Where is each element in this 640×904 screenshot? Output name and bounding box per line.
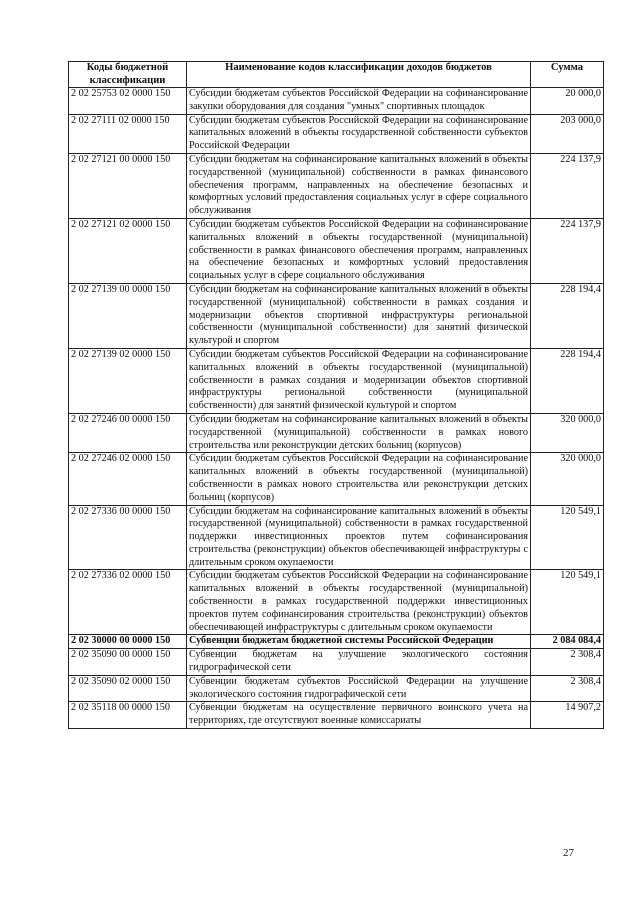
header-amount: Сумма <box>531 62 604 88</box>
row-amount: 203 000,0 <box>531 114 604 153</box>
row-code: 2 02 35090 02 0000 150 <box>69 675 187 702</box>
row-code: 2 02 27246 02 0000 150 <box>69 453 187 505</box>
table-row <box>69 635 604 649</box>
row-name: Субсидии бюджетам на софинансирование капитальных вложений в объекты государственной (муниципальной) собственности в рамках государственной поддержки инвестиционных проектов путем софинансирования строительства (реконструкции) объектов обеспечивающей инфраструктуры с длительным сроком окупаемости <box>187 505 531 570</box>
row-amount: 14 907,2 <box>531 702 604 729</box>
table-row <box>69 283 604 348</box>
table-row <box>69 218 604 283</box>
row-code: 2 02 27139 00 0000 150 <box>69 283 187 348</box>
row-amount: 228 194,4 <box>531 348 604 413</box>
row-amount: 224 137,9 <box>531 153 604 218</box>
row-amount: 224 137,9 <box>531 218 604 283</box>
table-row <box>69 114 604 153</box>
table-row <box>69 702 604 729</box>
table-row <box>69 649 604 676</box>
row-name: Субсидии бюджетам субъектов Российской Федерации на софинансирование капитальных вложений в объекты государственной (муниципальной) собственности в рамках создания и модернизации объектов спортивной инфраструктуры региональной собственности (муниципальной собственности) для занятий физической культурой и спортом <box>187 348 531 413</box>
table-row <box>69 153 604 218</box>
header-code: Коды бюджетной классификации <box>69 62 187 88</box>
table-row <box>69 413 604 452</box>
row-code: 2 02 27121 02 0000 150 <box>69 218 187 283</box>
row-name: Субсидии бюджетам субъектов Российской Федерации на софинансирование закупки оборудования для создания "умных" спортивных площадок <box>187 88 531 115</box>
table-row <box>69 505 604 570</box>
row-code: 2 02 27111 02 0000 150 <box>69 114 187 153</box>
row-name: Субвенции бюджетам бюджетной системы Российской Федерации <box>187 635 531 649</box>
row-code: 2 02 27139 02 0000 150 <box>69 348 187 413</box>
row-amount: 2 308,4 <box>531 675 604 702</box>
budget-revenue-table <box>68 61 604 729</box>
row-code: 2 02 30000 00 0000 150 <box>69 635 187 649</box>
row-name: Субсидии бюджетам на софинансирование капитальных вложений в объекты государственной (муниципальной) собственности в рамках нового строительства или реконструкции детских больниц (корпусов) <box>187 413 531 452</box>
row-amount: 20 000,0 <box>531 88 604 115</box>
table-body <box>69 88 604 729</box>
row-code: 2 02 27336 02 0000 150 <box>69 570 187 635</box>
row-code: 2 02 35090 00 0000 150 <box>69 649 187 676</box>
table-row <box>69 88 604 115</box>
row-name: Субсидии бюджетам субъектов Российской Федерации на софинансирование капитальных вложений в объекты государственной собственности субъектов Российской Федерации <box>187 114 531 153</box>
page-number: 27 <box>563 847 574 859</box>
row-name: Субвенции бюджетам субъектов Российской Федерации на улучшение экологического состояния гидрографической сети <box>187 675 531 702</box>
row-amount: 120 549,1 <box>531 570 604 635</box>
row-amount: 320 000,0 <box>531 453 604 505</box>
row-name: Субсидии бюджетам субъектов Российской Федерации на софинансирование капитальных вложений в объекты государственной (муниципальной) собственности в рамках финансового обеспечения программ, направленных на обеспечение безопасных и комфортных условий предоставления социальных услуг в сфере социального обслуживания <box>187 218 531 283</box>
row-amount: 228 194,4 <box>531 283 604 348</box>
row-name: Субсидии бюджетам субъектов Российской Федерации на софинансирование капитальных вложений в объекты государственной (муниципальной) собственности в рамках нового строительства или реконструкции детских больниц (корпусов) <box>187 453 531 505</box>
row-amount: 2 308,4 <box>531 649 604 676</box>
row-code: 2 02 27246 00 0000 150 <box>69 413 187 452</box>
header-name: Наименование кодов классификации доходов бюджетов <box>187 62 531 88</box>
row-code: 2 02 27121 00 0000 150 <box>69 153 187 218</box>
table-row <box>69 453 604 505</box>
table-row <box>69 570 604 635</box>
row-code: 2 02 25753 02 0000 150 <box>69 88 187 115</box>
row-amount: 320 000,0 <box>531 413 604 452</box>
row-code: 2 02 35118 00 0000 150 <box>69 702 187 729</box>
row-name: Субвенции бюджетам на улучшение экологического состояния гидрографической сети <box>187 649 531 676</box>
row-amount: 2 084 084,4 <box>531 635 604 649</box>
row-amount: 120 549,1 <box>531 505 604 570</box>
table-row <box>69 675 604 702</box>
table-header-row <box>69 62 604 88</box>
row-name: Субсидии бюджетам субъектов Российской Федерации на софинансирование капитальных вложений в объекты государственной (муниципальной) собственности в рамках государственной поддержки инвестиционных проектов путем софинансирования строительства (реконструкции) объектов обеспечивающей инфраструктуры с длительным сроком окупаемости <box>187 570 531 635</box>
row-name: Субсидии бюджетам на софинансирование капитальных вложений в объекты государственной (муниципальной) собственности в рамках финансового обеспечения программ, направленных на обеспечение безопасных и комфортных условий предоставления социальных услуг в сфере социального обслуживания <box>187 153 531 218</box>
row-code: 2 02 27336 00 0000 150 <box>69 505 187 570</box>
table-row <box>69 348 604 413</box>
row-name: Субвенции бюджетам на осуществление первичного воинского учета на территориях, где отсутствуют военные комиссариаты <box>187 702 531 729</box>
row-name: Субсидии бюджетам на софинансирование капитальных вложений в объекты государственной (муниципальной) собственности в рамках создания и модернизации объектов спортивной инфраструктуры региональной собственности (муниципальной собственности) для занятий физической культурой и спортом <box>187 283 531 348</box>
